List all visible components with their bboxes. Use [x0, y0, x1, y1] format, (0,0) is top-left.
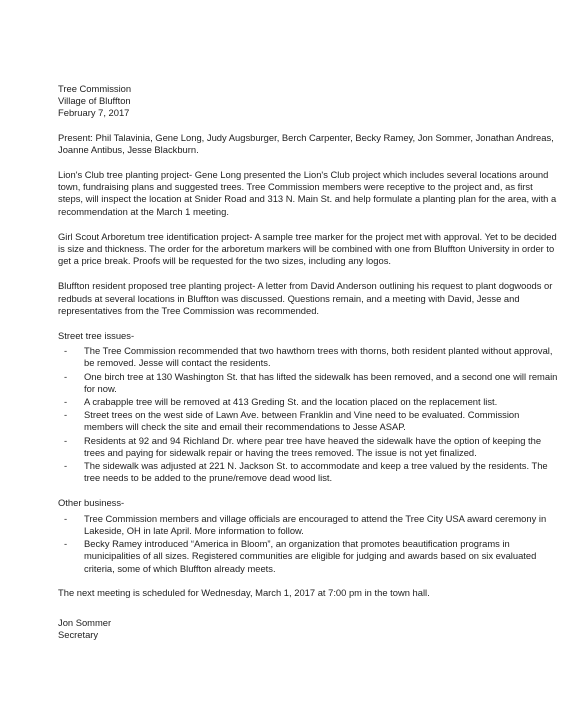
signer-title: Secretary	[58, 629, 99, 641]
list-item	[58, 538, 558, 575]
list-item-text: Tree Commission members and village officials are encouraged to attend the Tree City USA award ceremony in Lakeside, OH in late April. More information to follow.	[84, 512, 547, 536]
attendees-paragraph: Present: Phil Talavinia, Gene Long, Judy Augsburger, Berch Carpenter, Becky Ramey, Jon Sommer, Jonathan Andreas, Joanne Antibus, Jesse Blackburn.	[58, 131, 554, 155]
bullet-dash: -	[64, 370, 68, 382]
list-item-text: Residents at 92 and 94 Richland Dr. where pear tree have heaved the sidewalk have the option of keeping the trees and paying for sidewalk repair or having the trees removed. The issue is not yet finalized.	[84, 434, 542, 458]
list-item	[58, 409, 558, 433]
bullet-dash: -	[64, 538, 68, 550]
document-header	[58, 83, 558, 120]
other-business-list	[58, 513, 558, 575]
meeting-minutes-document	[58, 83, 558, 641]
bullet-dash: -	[64, 345, 68, 357]
street-tree-list	[58, 345, 558, 484]
signer-name: Jon Sommer	[58, 616, 112, 628]
lions-club-paragraph: Lion's Club tree planting project- Gene Long presented the Lion's Club project which includes several locations around town, fundraising plans and suggested trees. Tree Commission members were receptive to the project and, as first steps, will inspect the location at Snider Road and 313 N. Main St. and help formulate a planting plan for the area, with a recommendation at the March 1 meeting.	[58, 169, 557, 217]
bullet-dash: -	[64, 409, 68, 421]
list-item-text: Street trees on the west side of Lawn Ave. between Franklin and Vine need to be evaluated. Commission members will check the site and email their recommendations to Jesse ASAP.	[84, 409, 520, 433]
list-item-text: Becky Ramey introduced “America in Bloom”, an organization that promotes beautification programs in municipalities of all sizes. Registered communities are eligible for judging and awards based on six evaluated criteria, some of which Bluffton already meets.	[84, 538, 537, 574]
list-item-text: One birch tree at 130 Washington St. that has lifted the sidewalk has been removed, and a second one will remain for now.	[84, 370, 558, 394]
list-item-text: The sidewalk was adjusted at 221 N. Jackson St. to accommodate and keep a tree valued by the residents. The tree needs to be added to the prune/remove dead wood list.	[84, 460, 548, 484]
list-item-text: The Tree Commission recommended that two hawthorn trees with thorns, both resident planted without approval, be removed. Jesse will contact the residents.	[84, 345, 553, 369]
list-item	[58, 513, 558, 537]
signature-block	[58, 617, 558, 641]
list-item	[58, 460, 558, 484]
meeting-date: February 7, 2017	[58, 107, 130, 119]
list-item-text: A crabapple tree will be removed at 413 Greding St. and the location placed on the replacement list.	[84, 396, 498, 408]
list-item	[58, 435, 558, 459]
bullet-dash: -	[64, 460, 68, 472]
list-item	[58, 345, 558, 369]
list-item	[58, 371, 558, 395]
street-tree-heading: Street tree issues-	[58, 330, 135, 342]
bullet-dash: -	[64, 512, 68, 524]
organization-name: Tree Commission	[58, 83, 132, 94]
resident-project-paragraph: Bluffton resident proposed tree planting project- A letter from David Anderson outlining his request to plant dogwoods or redbuds at several locations in Bluffton was discussed. Questions remain, and a meeting with David, Jesse and representatives from the Tree Commission was recommended.	[58, 280, 553, 316]
other-business-heading: Other business-	[58, 497, 125, 509]
girl-scout-paragraph: Girl Scout Arboretum tree identification project- A sample tree marker for the project met with approval. Yet to be decided is size and thickness. The order for the arboretum markers will be combined with one from Bluffton University in order to get a price break. Proofs will be requested for the two sizes, including any logos.	[58, 230, 557, 267]
bullet-dash: -	[64, 434, 68, 446]
next-meeting-paragraph: The next meeting is scheduled for Wednesday, March 1, 2017 at 7:00 pm in the town hall.	[58, 586, 430, 598]
list-item	[58, 396, 558, 408]
bullet-dash: -	[64, 396, 68, 408]
village-name: Village of Bluffton	[58, 95, 131, 107]
